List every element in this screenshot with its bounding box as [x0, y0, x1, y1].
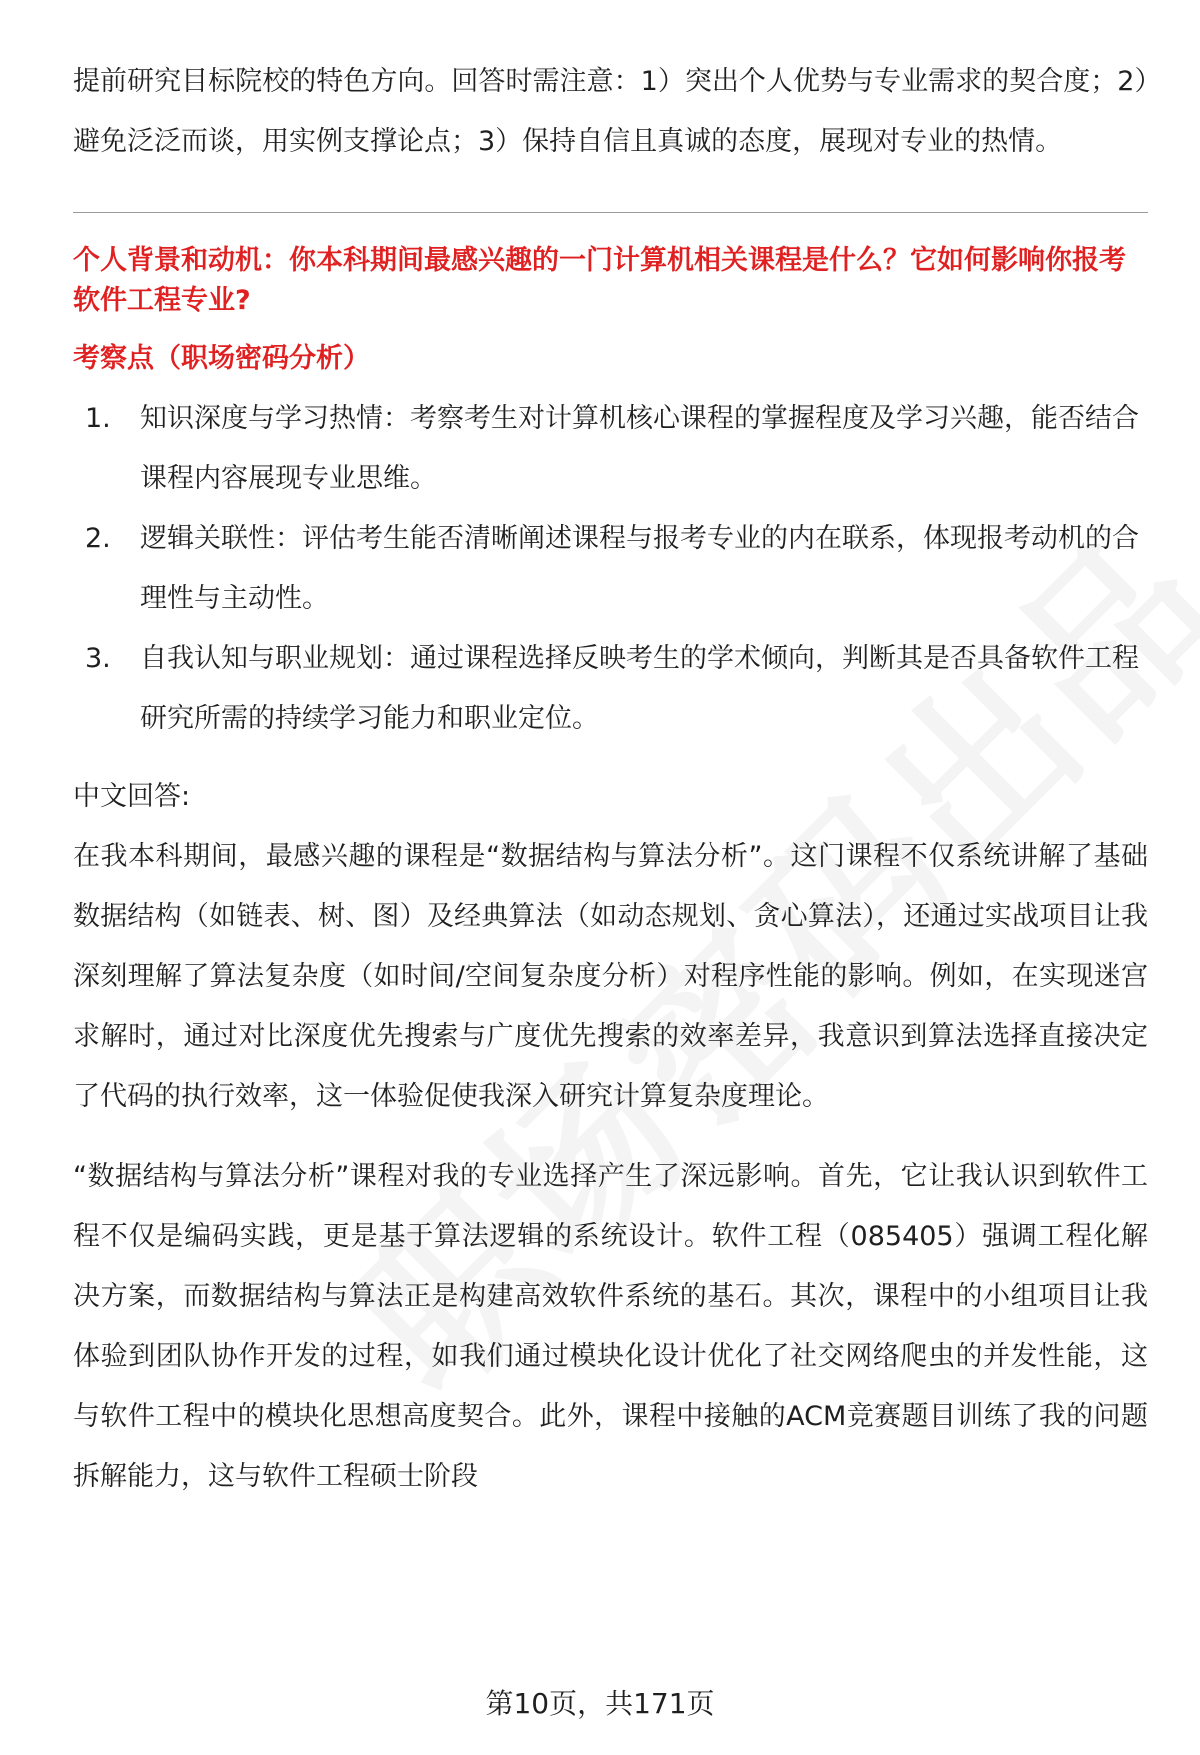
point-text: 自我认知与职业规划：通过课程选择反映考生的学术倾向，判断其是否具备软件工程研究所需的持续学习能力和职业定位。 — [140, 643, 1139, 734]
assessment-point — [73, 389, 1148, 509]
paragraph-gap — [73, 1127, 1148, 1147]
intro-paragraph: 提前研究目标院校的特色方向。回答时需注意：1）突出个人优势与专业需求的契合度；2）避免泛泛而谈，用实例支撑论点；3）保持自信且真诚的态度，展现对专业的热情。 — [73, 66, 1148, 157]
section-divider — [73, 212, 1148, 213]
assessment-heading: 考察点（职场密码分析） — [73, 343, 370, 374]
answer-label: 中文回答: — [73, 781, 191, 812]
answer-paragraph: 在我本科期间，最感兴趣的课程是“数据结构与算法分析”。这门课程不仅系统讲解了基础数据结构（如链表、树、图）及经典算法（如动态规划、贪心算法），还通过实战项目让我深刻理解了算法复杂度（如时间/空间复杂度分析）对程序性能的影响。例如，在实现迷宫求解时，通过对比深度优先搜索与广度优先搜索的效率差异，我意识到算法选择直接决定了代码的执行效率，这一体验促使我深入研究计算复杂度理论。 — [73, 841, 1148, 1112]
point-text: 逻辑关联性：评估考生能否清晰阐述课程与报考专业的内在联系，体现报考动机的合理性与主动性。 — [140, 523, 1139, 614]
point-text: 知识深度与学习热情：考察考生对计算机核心课程的掌握程度及学习兴趣，能否结合课程内容展现专业思维。 — [140, 403, 1139, 494]
document-body — [73, 52, 1148, 1507]
assessment-points-list — [73, 389, 1148, 749]
question-heading: 个人背景和动机：你本科期间最感兴趣的一门计算机相关课程是什么？它如何影响你报考软件工程专业? — [73, 245, 1126, 316]
point-number: 1. — [85, 403, 111, 434]
point-number: 3. — [85, 643, 111, 674]
point-number: 2. — [85, 523, 111, 554]
answer-paragraph: “数据结构与算法分析”课程对我的专业选择产生了深远影响。首先，它让我认识到软件工程不仅是编码实践，更是基于算法逻辑的系统设计。软件工程（085405）强调工程化解决方案，而数据结构与算法正是构建高效软件系统的基石。其次，课程中的小组项目让我体验到团队协作开发的过程，如我们通过模块化设计优化了社交网络爬虫的并发性能，这与软件工程中的模块化思想高度契合。此外，课程中接触的ACM竞赛题目训练了我的问题拆解能力，这与软件工程硕士阶段 — [73, 1161, 1148, 1492]
assessment-point — [73, 509, 1148, 629]
page-footer: 第10页，共171页 — [485, 1687, 715, 1720]
assessment-point — [73, 629, 1148, 749]
